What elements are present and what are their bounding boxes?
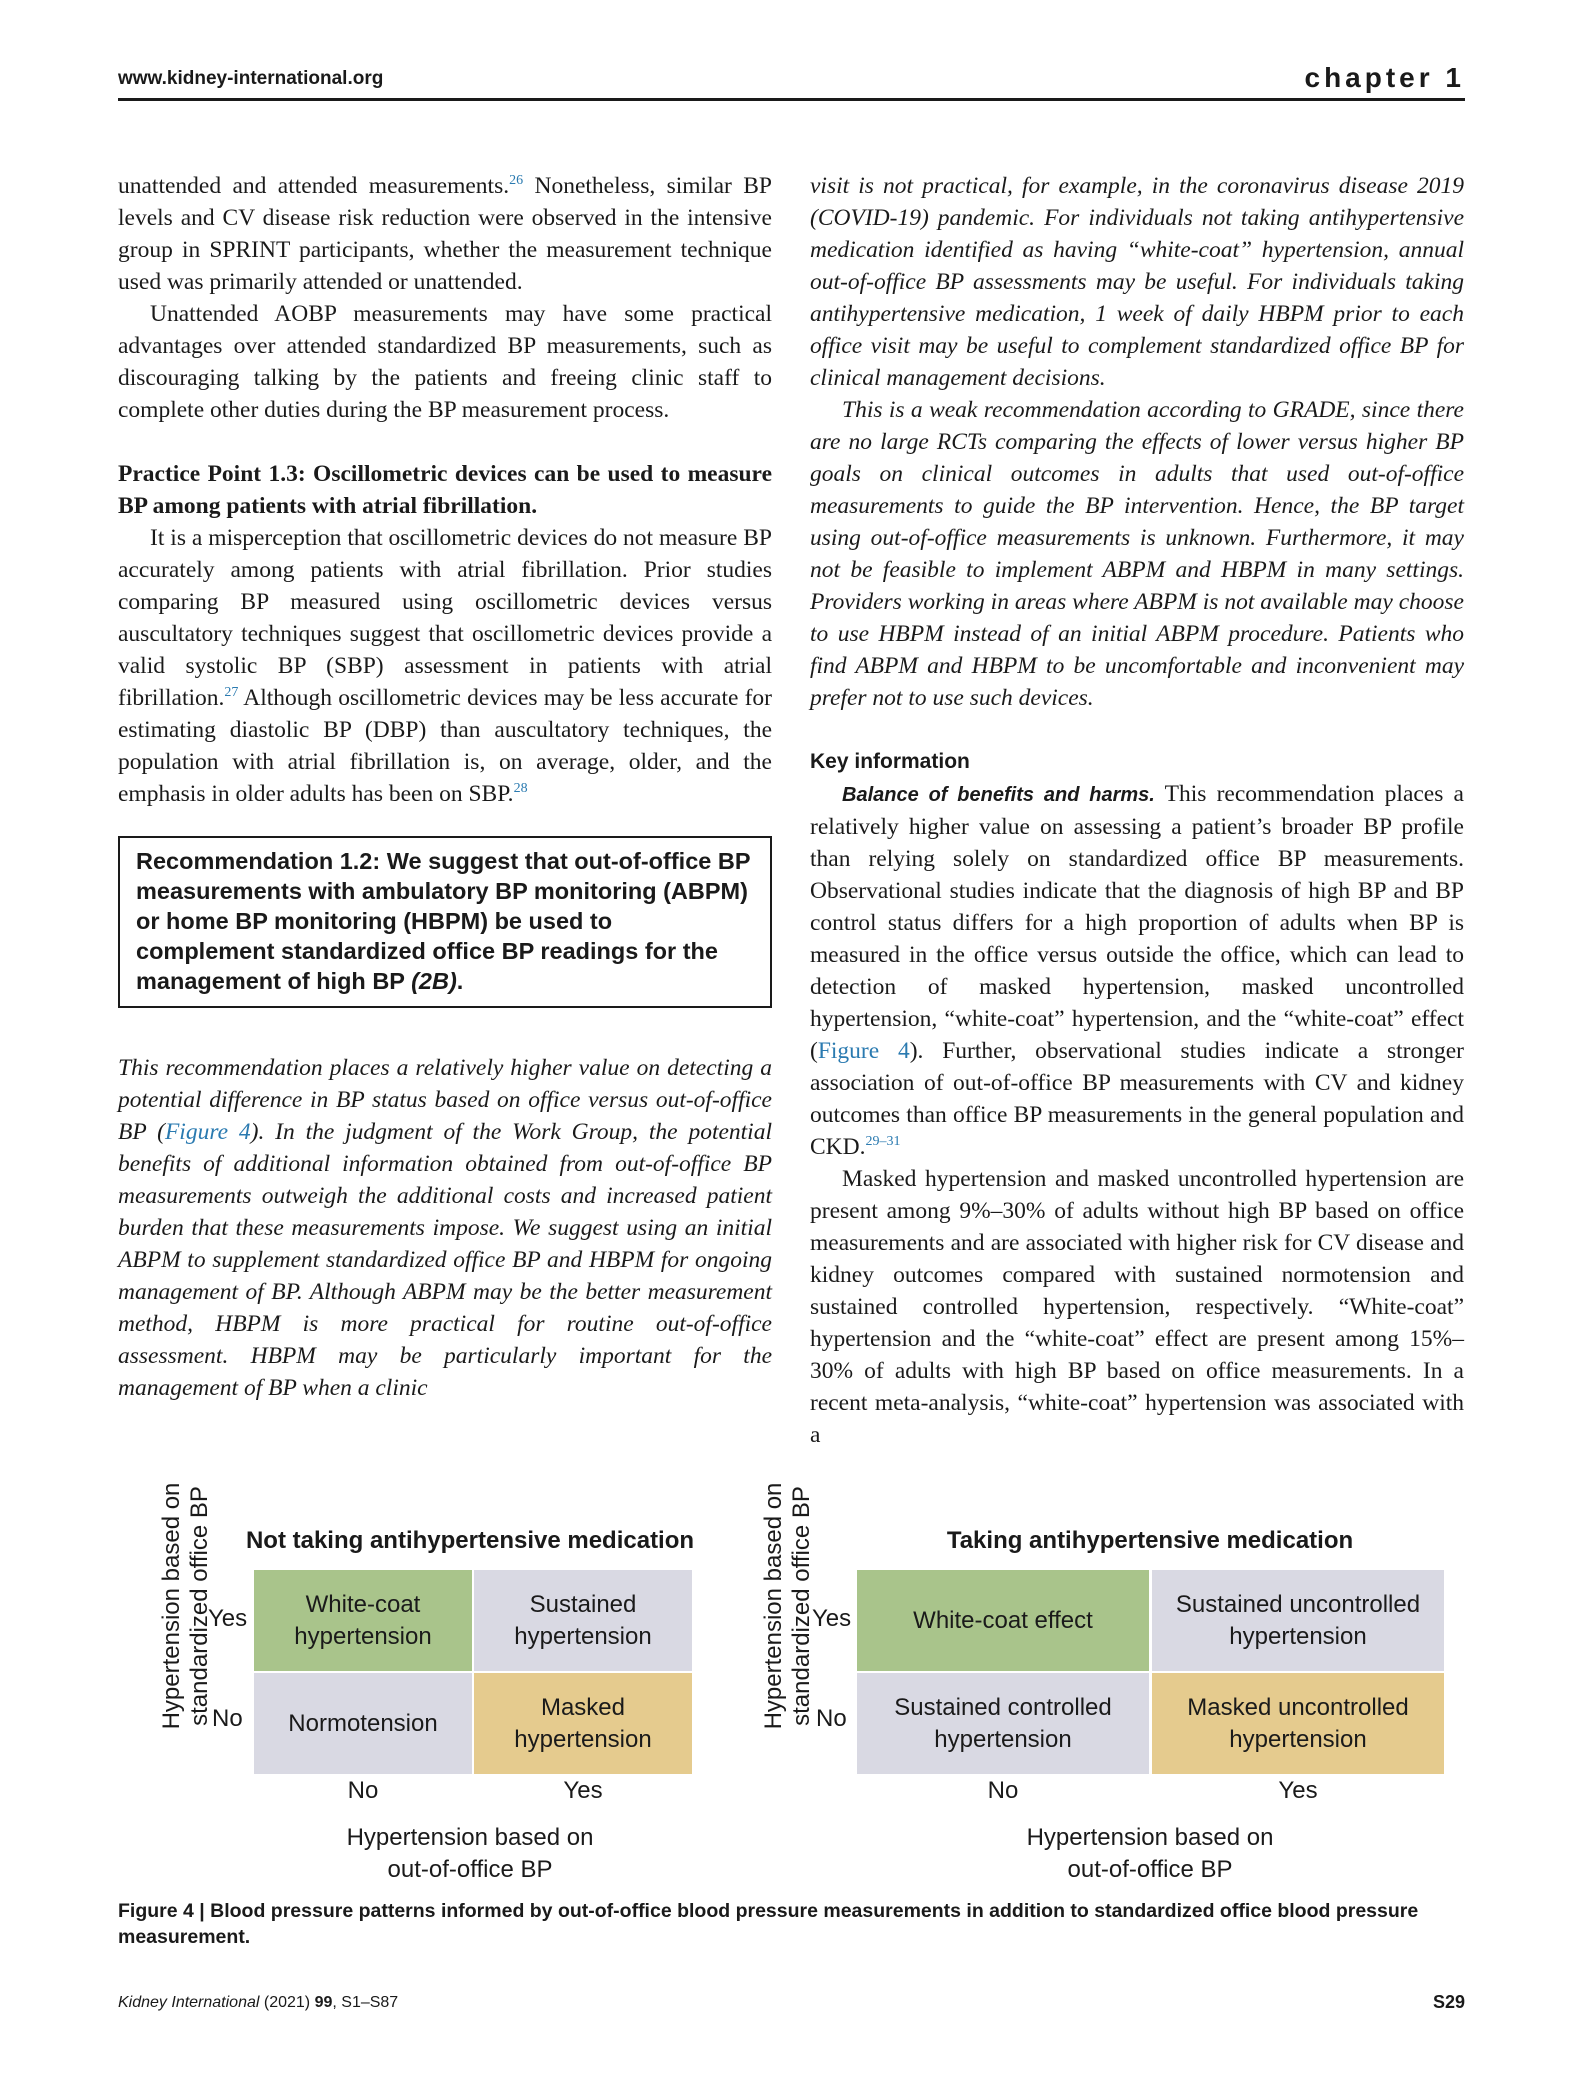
- left-paragraph-2: Unattended AOBP measurements may have some practical advantages over attended standardized BP measurements, such as discouraging talking by the patients and freeing clinic staff to complete other duties during the BP measurement process.: [118, 301, 772, 423]
- journal-citation: Kidney International (2021) 99, S1–S87: [118, 1994, 399, 2011]
- cell-sustained-controlled-hypertension: Sustained controlled hypertension: [857, 1673, 1149, 1774]
- figure-left-xlabel: Hypertension based on out-of-office BP: [346, 1824, 594, 1883]
- citation-ref[interactable]: 29–31: [865, 1134, 901, 1150]
- figure-right-title: Taking antihypertensive medication: [946, 1527, 1354, 1554]
- right-paragraph-1: visit is not practical, for example, in the coronavirus disease 2019 (COVID-19) pandemic. For individuals not taking antihypertensive medication identified as having “white-coat” hypertension, annual out-of-office BP assessments may be useful. For individuals taking antihypertensive medication, 1 week of daily HBPM prior to each office visit may be useful to complement standardized office BP for clinical management decisions.: [810, 173, 1464, 391]
- figure-right-xlabel: Hypertension based on out-of-office BP: [1026, 1824, 1274, 1883]
- cell-normotension: Normotension: [254, 1673, 472, 1774]
- col-label-yes: Yes: [563, 1777, 603, 1804]
- left-column: [118, 170, 772, 1404]
- figure-right-ylabel: Hypertension based on standardized office BP: [760, 1482, 815, 1730]
- page-number: S29: [1432, 1992, 1465, 2012]
- left-paragraph-3: It is a misperception that oscillometric devices do not measure BP accurately among patients with atrial fibrillation. Prior studies comparing BP measured using oscillometric devices versus auscultatory techniques suggest that oscillometric devices provide a valid systolic BP (SBP) assessment in patients with atrial fibrillation.$^{27}$ Although oscillometric devices may be less accurate for estimating diastolic BP (DBP) than auscultatory techniques, the population with atrial fibrillation is, on average, older, and the emphasis in older adults has been on SBP.$^{28}$: [118, 525, 772, 807]
- cell-masked-hypertension: Masked hypertension: [474, 1673, 692, 1774]
- citation-ref[interactable]: 28: [513, 781, 528, 797]
- cell-sustained-uncontrolled-hypertension: Sustained uncontrolled hypertension: [1152, 1570, 1444, 1671]
- citation-ref[interactable]: 27: [224, 685, 239, 701]
- right-paragraph-3: Balance of benefits and harms. This recommendation places a relatively higher value on assessing a patient’s broader BP profile than relying solely on standardized office BP measurements. Observational studies indicate that the diagnosis of high BP and BP control status differs for a high proportion of adults when BP is measured in the office versus outside the office, which can lead to detection of masked hypertension, masked uncontrolled hypertension, “white-coat” hypertension, and the “white-coat” effect (Figure 4). Further, observational studies indicate a stronger association of out-of-office BP measurements with CV and kidney outcomes than office BP measurements in the general population and CKD.$^{29-31}$: [810, 781, 1464, 1160]
- citation-ref[interactable]: 26: [509, 173, 524, 189]
- cell-sustained-hypertension: Sustained hypertension: [474, 1570, 692, 1671]
- row-label-no: No: [816, 1705, 847, 1732]
- col-label-no: No: [987, 1777, 1019, 1804]
- right-column: [810, 170, 1464, 1451]
- left-paragraph-4: This recommendation places a relatively higher value on detecting a potential difference in BP status based on office versus out-of-office BP (Figure 4). In the judgment of the Work Group, the potential benefits of additional information obtained from out-of-office BP measurements outweigh the additional costs and increased patient burden that these measurements impose. We suggest using an initial ABPM to supplement standardized office BP and HBPM for ongoing management of BP. Although ABPM may be the better measurement method, HBPM is more practical for routine out-of-office assessment. HBPM may be particularly important for the management of BP when a clinic: [118, 1055, 772, 1401]
- figure-left-ylabel: Hypertension based on standardized office BP: [158, 1482, 213, 1730]
- balance-label: Balance of benefits and harms.: [842, 784, 1155, 806]
- figure-link[interactable]: Figure 4: [164, 1119, 251, 1145]
- row-label-no: No: [212, 1705, 243, 1732]
- cell-masked-uncontrolled-hypertension: Masked uncontrolled hypertension: [1152, 1673, 1444, 1774]
- row-label-yes: Yes: [208, 1605, 248, 1632]
- left-paragraph-1: unattended and attended measurements.$^{26}$ Nonetheless, similar BP levels and CV disease risk reduction were observed in the intensive group in SPRINT participants, whether the measurement technique used was primarily attended or unattended.: [118, 173, 772, 295]
- figure-link[interactable]: Figure 4: [817, 1038, 910, 1064]
- col-label-no: No: [347, 1777, 379, 1804]
- cell-white-coat-hypertension: White-coat hypertension: [254, 1570, 472, 1671]
- right-paragraph-4: Masked hypertension and masked uncontrolled hypertension are present among 9%–30% of adults without high BP based on office measurements and are associated with higher risk for CV disease and kidney outcomes compared with sustained normotension and sustained controlled hypertension, respectively. “White-coat” hypertension and the “white-coat” effect are present among 15%–30% of adults with high BP based on office measurements. In a recent meta-analysis, “white-coat” hypertension was associated with a: [810, 1166, 1464, 1448]
- figure-left-title: Not taking antihypertensive medication: [245, 1527, 695, 1554]
- recommendation-box: Recommendation 1.2: We suggest that out-of-office BP measurements with ambulatory BP monitoring (ABPM) or home BP monitoring (HBPM) be used to complement standardized office BP readings for the management of high BP (2B).: [118, 836, 772, 1008]
- site-url: www.kidney-international.org: [118, 68, 384, 89]
- right-paragraph-2: This is a weak recommendation according to GRADE, since there are no large RCTs comparing the effects of lower versus higher BP goals on clinical outcomes in adults that used out-of-office measurements to guide the BP intervention. Hence, the BP target using out-of-office measurements is unknown. Furthermore, it may not be feasible to implement ABPM and HBPM in many settings. Providers working in areas where ABPM is not available may choose to use HBPM instead of an initial ABPM procedure. Patients who find ABPM and HBPM to be uncomfortable and inconvenient may prefer not to use such devices.: [810, 397, 1464, 711]
- chapter-label: chapter 1: [1304, 62, 1465, 93]
- practice-point-heading: Practice Point 1.3: Oscillometric devices can be used to measure BP among patients with atrial fibrillation.: [118, 461, 772, 519]
- recommendation-grade: (2B): [411, 968, 457, 994]
- col-label-yes: Yes: [1278, 1777, 1318, 1804]
- cell-white-coat-effect: White-coat effect: [857, 1570, 1149, 1671]
- figure-caption: Figure 4 | Blood pressure patterns informed by out-of-office blood pressure measurements in addition to standardized office blood pressure measurement.: [118, 1900, 1419, 1948]
- header-rule: [118, 98, 1465, 101]
- row-label-yes: Yes: [812, 1605, 852, 1632]
- key-information-heading: Key information: [810, 750, 970, 773]
